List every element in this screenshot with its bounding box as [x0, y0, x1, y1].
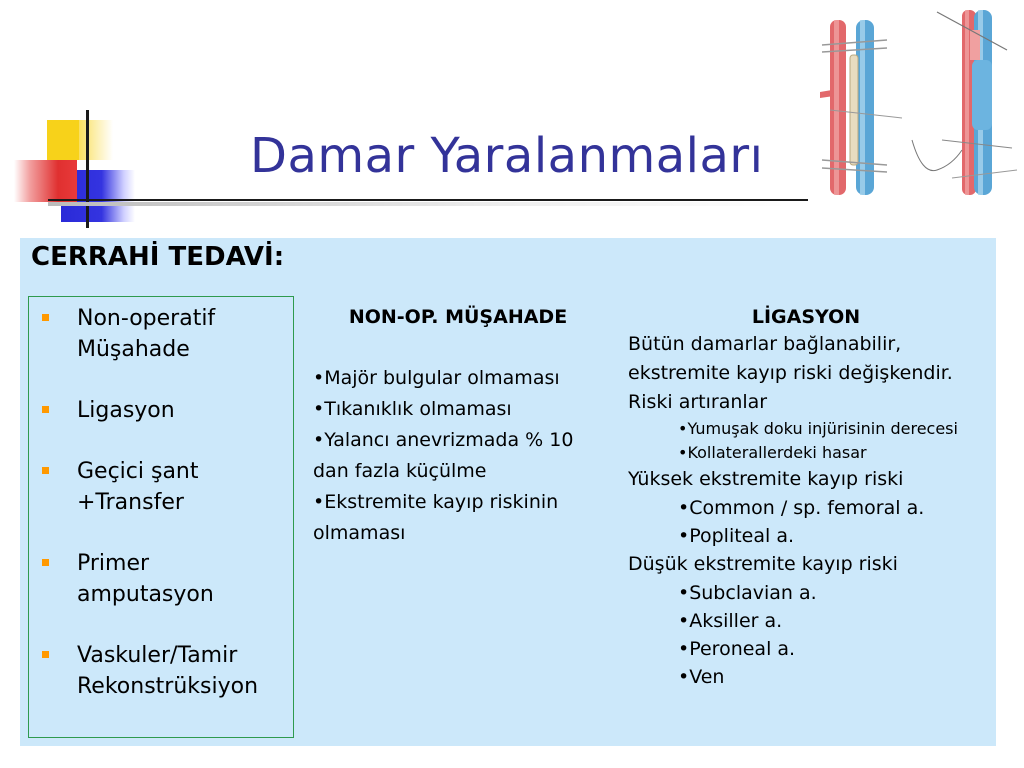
list-item-text: Primer amputasyon	[77, 551, 214, 607]
low-risk-item: •Peroneal a.	[678, 638, 796, 660]
title-underline-shadow	[48, 202, 808, 206]
bullet-icon	[42, 651, 49, 658]
nonop-item: •Tıkanıklık olmaması	[313, 398, 512, 420]
low-risk-item: •Subclavian a.	[678, 582, 817, 604]
bullet-icon	[42, 406, 49, 413]
low-risk-item: •Ven	[678, 666, 725, 688]
treatment-list	[29, 303, 292, 732]
ligation-heading: LİGASYON	[751, 306, 861, 328]
decorative-red-square	[14, 160, 77, 202]
high-risk-item: •Popliteal a.	[678, 525, 795, 547]
vascular-repair-illustration	[812, 0, 1024, 205]
ligation-column	[628, 304, 988, 691]
section-heading: CERRAHİ TEDAVİ:	[31, 242, 285, 272]
decorative-vertical-line	[86, 110, 89, 228]
list-item	[29, 303, 292, 365]
list-item-text: Vaskuler/Tamir Rekonstrüksiyon	[77, 643, 259, 699]
low-risk-item: •Aksiller a.	[678, 610, 783, 632]
list-item-text: Non-operatif Müşahade	[77, 306, 216, 362]
decorative-yellow-fade	[79, 120, 113, 160]
risk-factor-item: •Yumuşak doku injürisinin derecesi	[678, 419, 958, 438]
nonop-heading: NON-OP. MÜŞAHADE	[348, 306, 568, 328]
list-item-text: Ligasyon	[77, 398, 175, 423]
decorative-yellow-square	[47, 120, 79, 160]
nonop-item: •Majör bulgular olmaması	[313, 367, 560, 389]
high-risk-label: Yüksek ekstremite kayıp riski	[628, 468, 904, 490]
bullet-icon	[42, 467, 49, 474]
slide-title: Damar Yaralanmaları	[250, 128, 764, 184]
high-risk-item: •Common / sp. femoral a.	[678, 497, 925, 519]
title-underline	[48, 199, 808, 201]
list-item	[29, 456, 292, 518]
list-item	[29, 395, 292, 426]
bullet-icon	[42, 314, 49, 321]
list-item-text: Geçici şant +Transfer	[77, 459, 199, 515]
nonop-item: •Ekstremite kayıp riskinin olmaması	[313, 491, 559, 544]
treatment-list-box	[28, 296, 294, 738]
ligation-intro: Bütün damarlar bağlanabilir, ekstremite kayıp riski değişkendir. Riski artıranlar	[628, 333, 953, 413]
nonop-items	[313, 363, 613, 549]
nonop-item: •Yalancı anevrizmada % 10 dan fazla küçülme	[313, 429, 574, 482]
risk-factor-item: •Kollaterallerdeki hasar	[678, 443, 867, 462]
bullet-icon	[42, 559, 49, 566]
low-risk-label: Düşük ekstremite kayıp riski	[628, 553, 898, 575]
list-item	[29, 640, 292, 702]
list-item	[29, 548, 292, 610]
nonop-column	[313, 304, 613, 549]
